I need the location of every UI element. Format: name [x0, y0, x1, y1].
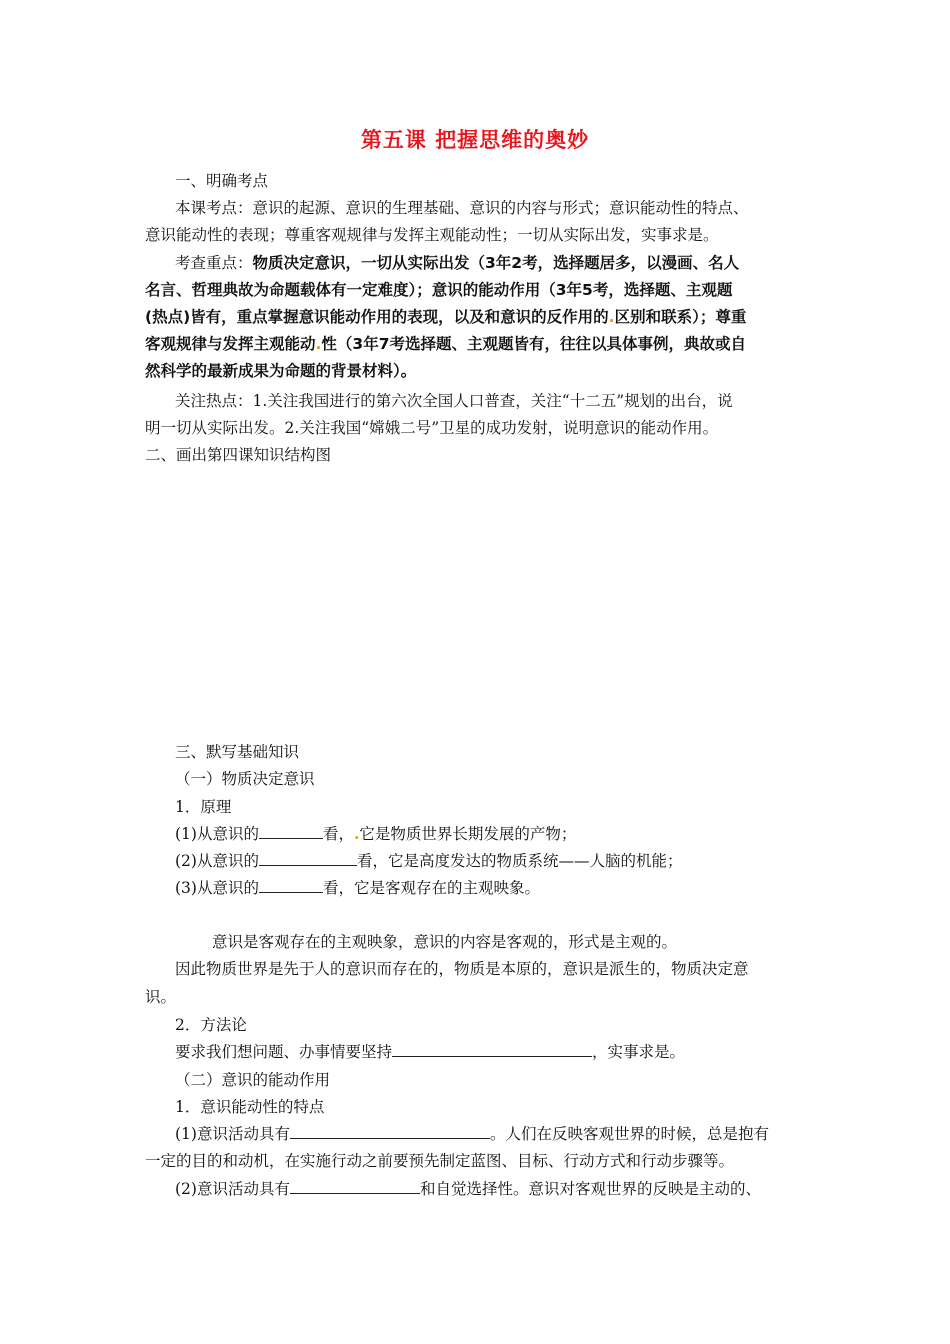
point-2-heading: 2．方法论 — [175, 1016, 247, 1034]
fill-blank-3[interactable] — [259, 878, 323, 893]
kaocha-text-3b: 区别和联系）；尊重 — [614, 308, 747, 326]
benke-line-1: 本课考点：意识的起源、意识的生理基础、意识的内容与形式；意识能动性的特点、 — [175, 199, 749, 217]
kaocha-line-1 — [175, 252, 739, 274]
trait-1-suffix: 。人们在反映客观世界的时候，总是抱有 — [489, 1125, 769, 1143]
item-3-prefix: (3)从意识的 — [175, 879, 259, 897]
redian-line-1: 关注热点：1.关注我国进行的第六次全国人口普查，关注“十二五”规划的出台，说 — [175, 392, 733, 410]
fill-blank-2[interactable] — [259, 851, 357, 866]
benke-line-2: 意识能动性的表现；尊重客观规律与发挥主观能动性；一切从实际出发，实事求是。 — [145, 226, 719, 244]
redian-line-2: 明一切从实际出发。2.关注我国“嫦娥二号”卫星的成功发射，说明意识的能动作用。 — [145, 419, 719, 437]
point-1-heading: 1．原理 — [175, 798, 232, 816]
kaocha-label: 考查重点： — [175, 254, 253, 272]
method-prefix: 要求我们想问题、办事情要坚持 — [175, 1043, 393, 1061]
note-line-2: 因此物质世界是先于人的意识而存在的，物质是本原的，意识是派生的，物质决定意 — [175, 960, 749, 978]
fill-blank-1[interactable] — [259, 824, 323, 839]
kaocha-line-4 — [145, 333, 746, 355]
stray-dot-mark: . — [608, 308, 615, 326]
method-suffix: ，实事求是。 — [592, 1043, 686, 1061]
fill-blank-5[interactable] — [290, 1124, 490, 1139]
method-line — [175, 1041, 685, 1063]
note-line-3: 识。 — [145, 988, 177, 1006]
kaocha-line-5: 然科学的最新成果为命题的背景材料）。 — [145, 362, 417, 380]
item-2-suffix: 看，它是高度发达的物质系统——人脑的机能； — [356, 852, 683, 870]
trait-1-prefix: (1)意识活动具有 — [175, 1125, 290, 1143]
kaocha-line-3 — [145, 306, 746, 328]
item-2 — [175, 850, 682, 872]
stray-dot-mark: . — [315, 335, 322, 353]
fill-blank-4[interactable] — [392, 1042, 592, 1057]
section-3-heading: 三、默写基础知识 — [175, 743, 300, 761]
item-3-suffix: 看，它是客观存在的主观映象。 — [322, 879, 540, 897]
trait-1-cont: 一定的目的和动机，在实施行动之前要预先制定蓝图、目标、行动方式和行动步骤等。 — [145, 1152, 735, 1170]
item-3 — [175, 877, 540, 899]
kaocha-text-4a: 客观规律与发挥主观能动 — [145, 335, 316, 353]
item-1-mid: 看， — [322, 825, 354, 843]
trait-1 — [175, 1123, 769, 1145]
item-1 — [175, 823, 576, 845]
point-3-heading: 1．意识能动性的特点 — [175, 1098, 325, 1116]
item-1-suffix: 它是物质世界长期发展的产物； — [359, 825, 577, 843]
trait-2 — [175, 1178, 761, 1200]
trait-2-prefix: (2)意识活动具有 — [175, 1180, 290, 1198]
fill-blank-6[interactable] — [290, 1179, 420, 1194]
kaocha-text-4b: 性（3年7考选择题、主观题皆有，往往以具体事例，典故或自 — [321, 335, 746, 353]
kaocha-line-2: 名言、哲理典故为命题载体有一定难度）；意识的能动作用（3年5考，选择题、主观题 — [145, 281, 733, 299]
trait-2-suffix: 和自觉选择性。意识对客观世界的反映是主动的、 — [419, 1180, 761, 1198]
item-2-prefix: (2)从意识的 — [175, 852, 259, 870]
kaocha-text-3a: (热点)皆有，重点掌握意识能动作用的表现，以及和意识的反作用的 — [145, 308, 609, 326]
subsection-2-heading: （二）意识的能动作用 — [175, 1071, 331, 1089]
stray-dot-mark: . — [353, 824, 360, 843]
section-1-heading: 一、明确考点 — [175, 172, 269, 190]
section-2-heading: 二、画出第四课知识结构图 — [145, 446, 332, 464]
note-line-1: 意识是客观存在的主观映象，意识的内容是客观的，形式是主观的。 — [212, 933, 678, 951]
subsection-1-heading: （一）物质决定意识 — [175, 770, 315, 788]
page-title: 第五课 把握思维的奥妙 — [360, 128, 590, 152]
item-1-prefix: (1)从意识的 — [175, 825, 259, 843]
kaocha-text-1: 物质决定意识，一切从实际出发（3年2考，选择题居多，以漫画、名人 — [252, 254, 740, 272]
